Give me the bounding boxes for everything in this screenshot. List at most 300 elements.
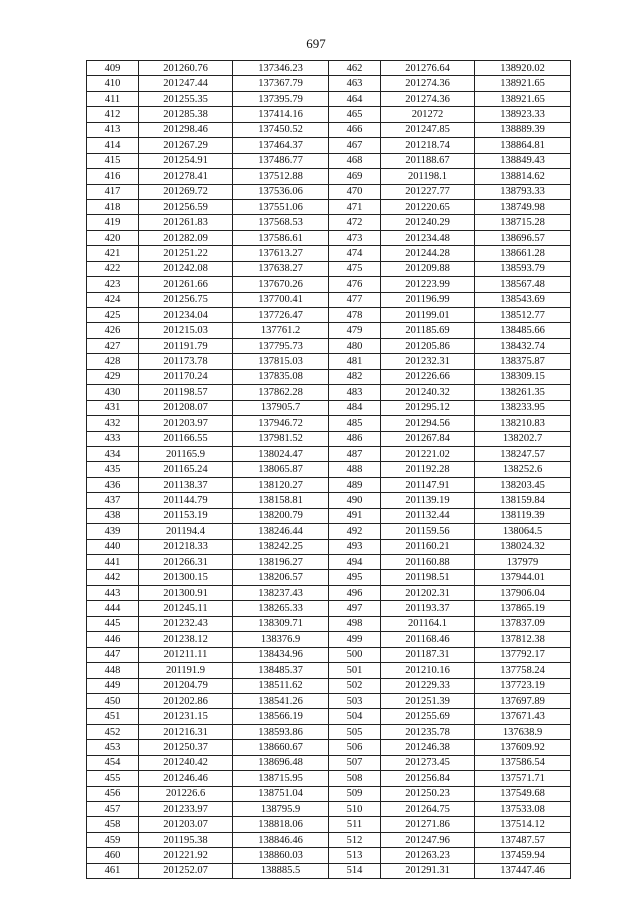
cell-point-id-left: 456: [87, 786, 139, 801]
table-row: [87, 385, 571, 400]
cell-y-coord-left: 137946.72: [233, 416, 329, 431]
cell-x-coord-left: 201165.9: [139, 446, 233, 461]
table-row: [87, 524, 571, 539]
table-row: [87, 663, 571, 678]
cell-point-id-right: 510: [329, 802, 381, 817]
cell-x-coord-right: 201244.28: [381, 246, 475, 261]
cell-point-id-left: 414: [87, 138, 139, 153]
cell-x-coord-right: 201210.16: [381, 663, 475, 678]
table-row: [87, 771, 571, 786]
cell-point-id-left: 426: [87, 323, 139, 338]
table-row: [87, 632, 571, 647]
cell-x-coord-left: 201203.97: [139, 416, 233, 431]
cell-point-id-right: 492: [329, 524, 381, 539]
table-row: [87, 184, 571, 199]
cell-x-coord-left: 201191.79: [139, 338, 233, 353]
cell-y-coord-left: 138660.67: [233, 740, 329, 755]
table-row: [87, 555, 571, 570]
table-row: [87, 400, 571, 415]
cell-y-coord-right: 137609.92: [475, 740, 571, 755]
cell-point-id-right: 470: [329, 184, 381, 199]
cell-x-coord-left: 201267.29: [139, 138, 233, 153]
cell-point-id-left: 433: [87, 431, 139, 446]
cell-x-coord-left: 201232.43: [139, 616, 233, 631]
cell-x-coord-right: 201274.36: [381, 91, 475, 106]
cell-y-coord-left: 137670.26: [233, 277, 329, 292]
table-row: [87, 848, 571, 863]
cell-x-coord-left: 201166.55: [139, 431, 233, 446]
cell-y-coord-left: 138242.25: [233, 539, 329, 554]
cell-point-id-left: 409: [87, 61, 139, 76]
cell-point-id-right: 509: [329, 786, 381, 801]
cell-x-coord-left: 201194.4: [139, 524, 233, 539]
cell-y-coord-right: 138696.57: [475, 230, 571, 245]
table-row: [87, 416, 571, 431]
cell-x-coord-right: 201226.66: [381, 369, 475, 384]
cell-y-coord-right: 138749.98: [475, 199, 571, 214]
cell-y-coord-left: 137414.16: [233, 107, 329, 122]
cell-x-coord-right: 201160.88: [381, 555, 475, 570]
cell-x-coord-left: 201198.57: [139, 385, 233, 400]
cell-y-coord-left: 138566.19: [233, 709, 329, 724]
cell-x-coord-right: 201160.21: [381, 539, 475, 554]
cell-x-coord-right: 201229.33: [381, 678, 475, 693]
cell-y-coord-left: 138200.79: [233, 508, 329, 523]
coordinates-table-body: [87, 61, 571, 879]
table-row: [87, 369, 571, 384]
cell-y-coord-left: 137638.27: [233, 261, 329, 276]
cell-point-id-right: 493: [329, 539, 381, 554]
cell-point-id-right: 483: [329, 385, 381, 400]
cell-point-id-left: 453: [87, 740, 139, 755]
cell-point-id-left: 448: [87, 663, 139, 678]
cell-y-coord-left: 138434.96: [233, 647, 329, 662]
cell-y-coord-right: 138921.65: [475, 76, 571, 91]
cell-x-coord-right: 201247.85: [381, 122, 475, 137]
cell-y-coord-left: 137795.73: [233, 338, 329, 353]
cell-y-coord-right: 138203.45: [475, 477, 571, 492]
cell-point-id-left: 417: [87, 184, 139, 199]
cell-point-id-left: 420: [87, 230, 139, 245]
cell-point-id-left: 422: [87, 261, 139, 276]
cell-x-coord-right: 201267.84: [381, 431, 475, 446]
cell-y-coord-left: 138309.71: [233, 616, 329, 631]
cell-y-coord-right: 138543.69: [475, 292, 571, 307]
table-row: [87, 91, 571, 106]
cell-point-id-right: 482: [329, 369, 381, 384]
table-row: [87, 601, 571, 616]
cell-point-id-right: 498: [329, 616, 381, 631]
cell-x-coord-left: 201216.31: [139, 724, 233, 739]
table-row: [87, 817, 571, 832]
cell-y-coord-right: 137487.57: [475, 832, 571, 847]
cell-y-coord-right: 137979: [475, 555, 571, 570]
cell-y-coord-right: 137837.09: [475, 616, 571, 631]
cell-y-coord-left: 138846.46: [233, 832, 329, 847]
cell-y-coord-right: 138309.15: [475, 369, 571, 384]
cell-point-id-left: 454: [87, 755, 139, 770]
table-row: [87, 338, 571, 353]
cell-point-id-left: 455: [87, 771, 139, 786]
cell-x-coord-left: 201261.66: [139, 277, 233, 292]
cell-point-id-right: 465: [329, 107, 381, 122]
cell-x-coord-left: 201256.59: [139, 199, 233, 214]
cell-point-id-left: 423: [87, 277, 139, 292]
cell-x-coord-left: 201246.46: [139, 771, 233, 786]
table-row: [87, 832, 571, 847]
cell-x-coord-right: 201294.56: [381, 416, 475, 431]
table-row: [87, 863, 571, 878]
cell-y-coord-right: 137758.24: [475, 663, 571, 678]
cell-x-coord-left: 201215.03: [139, 323, 233, 338]
cell-y-coord-right: 138064.5: [475, 524, 571, 539]
cell-x-coord-right: 201147.91: [381, 477, 475, 492]
cell-x-coord-left: 201282.09: [139, 230, 233, 245]
cell-point-id-right: 478: [329, 308, 381, 323]
cell-x-coord-right: 201251.39: [381, 693, 475, 708]
cell-point-id-left: 421: [87, 246, 139, 261]
cell-x-coord-left: 201204.79: [139, 678, 233, 693]
cell-point-id-right: 481: [329, 354, 381, 369]
cell-point-id-left: 458: [87, 817, 139, 832]
cell-point-id-left: 461: [87, 863, 139, 878]
cell-y-coord-right: 137944.01: [475, 570, 571, 585]
cell-x-coord-right: 201250.23: [381, 786, 475, 801]
cell-point-id-right: 504: [329, 709, 381, 724]
table-row: [87, 570, 571, 585]
cell-point-id-left: 446: [87, 632, 139, 647]
cell-x-coord-right: 201247.96: [381, 832, 475, 847]
cell-y-coord-right: 138512.77: [475, 308, 571, 323]
cell-y-coord-left: 138206.57: [233, 570, 329, 585]
cell-x-coord-right: 201232.31: [381, 354, 475, 369]
table-row: [87, 308, 571, 323]
cell-x-coord-right: 201198.51: [381, 570, 475, 585]
cell-x-coord-left: 201208.07: [139, 400, 233, 415]
cell-y-coord-right: 138814.62: [475, 169, 571, 184]
cell-y-coord-left: 137568.53: [233, 215, 329, 230]
cell-y-coord-right: 138202.7: [475, 431, 571, 446]
cell-y-coord-right: 138159.84: [475, 493, 571, 508]
cell-x-coord-left: 201260.76: [139, 61, 233, 76]
cell-point-id-right: 499: [329, 632, 381, 647]
cell-x-coord-left: 201266.31: [139, 555, 233, 570]
table-row: [87, 354, 571, 369]
cell-y-coord-left: 137726.47: [233, 308, 329, 323]
cell-point-id-right: 469: [329, 169, 381, 184]
cell-y-coord-right: 138119.39: [475, 508, 571, 523]
cell-point-id-left: 438: [87, 508, 139, 523]
cell-y-coord-left: 137346.23: [233, 61, 329, 76]
cell-point-id-left: 431: [87, 400, 139, 415]
cell-y-coord-right: 137671.43: [475, 709, 571, 724]
cell-x-coord-left: 201238.12: [139, 632, 233, 647]
cell-point-id-right: 514: [329, 863, 381, 878]
cell-point-id-left: 435: [87, 462, 139, 477]
table-row: [87, 107, 571, 122]
cell-x-coord-left: 201245.11: [139, 601, 233, 616]
cell-y-coord-right: 137549.68: [475, 786, 571, 801]
cell-point-id-right: 479: [329, 323, 381, 338]
cell-point-id-right: 473: [329, 230, 381, 245]
cell-x-coord-left: 201251.22: [139, 246, 233, 261]
cell-y-coord-right: 138024.32: [475, 539, 571, 554]
cell-y-coord-right: 137812.38: [475, 632, 571, 647]
cell-x-coord-right: 201240.32: [381, 385, 475, 400]
cell-x-coord-left: 201195.38: [139, 832, 233, 847]
cell-y-coord-left: 137486.77: [233, 153, 329, 168]
cell-point-id-right: 508: [329, 771, 381, 786]
cell-x-coord-left: 201255.35: [139, 91, 233, 106]
cell-y-coord-left: 137367.79: [233, 76, 329, 91]
cell-y-coord-left: 137862.28: [233, 385, 329, 400]
cell-y-coord-left: 137464.37: [233, 138, 329, 153]
cell-point-id-left: 430: [87, 385, 139, 400]
cell-point-id-left: 413: [87, 122, 139, 137]
cell-point-id-left: 415: [87, 153, 139, 168]
cell-point-id-right: 464: [329, 91, 381, 106]
cell-y-coord-right: 138921.65: [475, 91, 571, 106]
cell-point-id-right: 485: [329, 416, 381, 431]
cell-point-id-left: 439: [87, 524, 139, 539]
cell-x-coord-right: 201164.1: [381, 616, 475, 631]
cell-x-coord-left: 201242.08: [139, 261, 233, 276]
cell-x-coord-left: 201285.38: [139, 107, 233, 122]
cell-point-id-right: 472: [329, 215, 381, 230]
cell-point-id-right: 480: [329, 338, 381, 353]
cell-y-coord-left: 138024.47: [233, 446, 329, 461]
cell-x-coord-right: 201264.75: [381, 802, 475, 817]
cell-y-coord-right: 137447.46: [475, 863, 571, 878]
cell-y-coord-right: 138432.74: [475, 338, 571, 353]
cell-y-coord-right: 137571.71: [475, 771, 571, 786]
cell-point-id-right: 466: [329, 122, 381, 137]
cell-x-coord-right: 201272: [381, 107, 475, 122]
table-row: [87, 323, 571, 338]
cell-point-id-right: 505: [329, 724, 381, 739]
cell-x-coord-left: 201170.24: [139, 369, 233, 384]
table-row: [87, 76, 571, 91]
cell-x-coord-right: 201295.12: [381, 400, 475, 415]
cell-y-coord-left: 137981.52: [233, 431, 329, 446]
cell-point-id-right: 497: [329, 601, 381, 616]
cell-x-coord-left: 201211.11: [139, 647, 233, 662]
cell-y-coord-left: 138511.62: [233, 678, 329, 693]
cell-point-id-right: 484: [329, 400, 381, 415]
cell-y-coord-right: 138252.6: [475, 462, 571, 477]
cell-point-id-left: 457: [87, 802, 139, 817]
table-row: [87, 446, 571, 461]
cell-x-coord-left: 201226.6: [139, 786, 233, 801]
cell-y-coord-left: 138485.37: [233, 663, 329, 678]
cell-point-id-right: 488: [329, 462, 381, 477]
cell-y-coord-left: 138376.9: [233, 632, 329, 647]
cell-y-coord-left: 137586.61: [233, 230, 329, 245]
cell-x-coord-right: 201132.44: [381, 508, 475, 523]
cell-x-coord-right: 201256.84: [381, 771, 475, 786]
table-row: [87, 122, 571, 137]
cell-point-id-left: 434: [87, 446, 139, 461]
cell-point-id-right: 474: [329, 246, 381, 261]
table-row: [87, 724, 571, 739]
cell-point-id-left: 410: [87, 76, 139, 91]
table-row: [87, 431, 571, 446]
cell-point-id-left: 445: [87, 616, 139, 631]
cell-point-id-right: 475: [329, 261, 381, 276]
cell-y-coord-right: 138210.83: [475, 416, 571, 431]
cell-y-coord-right: 138920.02: [475, 61, 571, 76]
cell-point-id-left: 412: [87, 107, 139, 122]
cell-x-coord-left: 201300.15: [139, 570, 233, 585]
table-row: [87, 802, 571, 817]
cell-point-id-left: 416: [87, 169, 139, 184]
cell-y-coord-right: 138485.66: [475, 323, 571, 338]
cell-x-coord-right: 201246.38: [381, 740, 475, 755]
cell-y-coord-left: 137815.03: [233, 354, 329, 369]
cell-y-coord-right: 138849.43: [475, 153, 571, 168]
cell-x-coord-left: 201234.04: [139, 308, 233, 323]
cell-x-coord-left: 201298.46: [139, 122, 233, 137]
cell-y-coord-left: 137536.06: [233, 184, 329, 199]
cell-point-id-left: 460: [87, 848, 139, 863]
cell-y-coord-left: 137450.52: [233, 122, 329, 137]
cell-point-id-left: 452: [87, 724, 139, 739]
table-row: [87, 647, 571, 662]
cell-point-id-left: 451: [87, 709, 139, 724]
cell-point-id-right: 496: [329, 585, 381, 600]
coordinates-table: [86, 60, 571, 879]
cell-point-id-right: 476: [329, 277, 381, 292]
cell-point-id-right: 495: [329, 570, 381, 585]
cell-x-coord-left: 201254.91: [139, 153, 233, 168]
cell-y-coord-left: 138265.33: [233, 601, 329, 616]
table-row: [87, 199, 571, 214]
cell-point-id-left: 436: [87, 477, 139, 492]
cell-x-coord-left: 201153.19: [139, 508, 233, 523]
cell-y-coord-right: 138233.95: [475, 400, 571, 415]
cell-point-id-right: 506: [329, 740, 381, 755]
cell-y-coord-right: 138793.33: [475, 184, 571, 199]
cell-point-id-left: 411: [87, 91, 139, 106]
cell-y-coord-left: 138246.44: [233, 524, 329, 539]
cell-y-coord-left: 138158.81: [233, 493, 329, 508]
cell-point-id-left: 450: [87, 693, 139, 708]
table-row: [87, 678, 571, 693]
cell-y-coord-left: 138696.48: [233, 755, 329, 770]
table-row: [87, 493, 571, 508]
cell-x-coord-left: 201278.41: [139, 169, 233, 184]
cell-y-coord-left: 138715.95: [233, 771, 329, 786]
table-row: [87, 786, 571, 801]
cell-y-coord-left: 138196.27: [233, 555, 329, 570]
cell-y-coord-right: 138864.81: [475, 138, 571, 153]
table-row: [87, 477, 571, 492]
cell-y-coord-right: 138715.28: [475, 215, 571, 230]
table-row: [87, 755, 571, 770]
table-row: [87, 246, 571, 261]
cell-y-coord-left: 138065.87: [233, 462, 329, 477]
cell-y-coord-left: 137835.08: [233, 369, 329, 384]
cell-y-coord-left: 138860.03: [233, 848, 329, 863]
cell-y-coord-right: 137697.89: [475, 693, 571, 708]
table-row: [87, 153, 571, 168]
cell-y-coord-right: 138923.33: [475, 107, 571, 122]
cell-y-coord-right: 138375.87: [475, 354, 571, 369]
cell-x-coord-right: 201240.29: [381, 215, 475, 230]
cell-x-coord-left: 201218.33: [139, 539, 233, 554]
cell-x-coord-right: 201291.31: [381, 863, 475, 878]
cell-x-coord-right: 201187.31: [381, 647, 475, 662]
cell-x-coord-right: 201168.46: [381, 632, 475, 647]
cell-point-id-left: 418: [87, 199, 139, 214]
table-row: [87, 292, 571, 307]
cell-x-coord-left: 201269.72: [139, 184, 233, 199]
table-row: [87, 462, 571, 477]
cell-y-coord-left: 138818.06: [233, 817, 329, 832]
cell-y-coord-right: 138247.57: [475, 446, 571, 461]
cell-x-coord-right: 201255.69: [381, 709, 475, 724]
cell-point-id-right: 463: [329, 76, 381, 91]
cell-x-coord-left: 201231.15: [139, 709, 233, 724]
cell-point-id-right: 490: [329, 493, 381, 508]
cell-point-id-right: 486: [329, 431, 381, 446]
cell-y-coord-right: 138593.79: [475, 261, 571, 276]
cell-point-id-right: 477: [329, 292, 381, 307]
cell-x-coord-right: 201271.86: [381, 817, 475, 832]
table-row: [87, 740, 571, 755]
cell-x-coord-left: 201240.42: [139, 755, 233, 770]
cell-x-coord-right: 201199.01: [381, 308, 475, 323]
cell-x-coord-right: 201273.45: [381, 755, 475, 770]
cell-x-coord-right: 201235.78: [381, 724, 475, 739]
cell-point-id-left: 429: [87, 369, 139, 384]
cell-point-id-right: 513: [329, 848, 381, 863]
cell-point-id-right: 471: [329, 199, 381, 214]
cell-x-coord-right: 201205.86: [381, 338, 475, 353]
cell-x-coord-right: 201274.36: [381, 76, 475, 91]
cell-y-coord-right: 138661.28: [475, 246, 571, 261]
cell-x-coord-left: 201247.44: [139, 76, 233, 91]
cell-point-id-left: 442: [87, 570, 139, 585]
cell-x-coord-left: 201250.37: [139, 740, 233, 755]
cell-point-id-right: 501: [329, 663, 381, 678]
cell-x-coord-left: 201138.37: [139, 477, 233, 492]
table-row: [87, 61, 571, 76]
cell-point-id-left: 440: [87, 539, 139, 554]
cell-x-coord-left: 201256.75: [139, 292, 233, 307]
cell-x-coord-left: 201191.9: [139, 663, 233, 678]
cell-y-coord-right: 137792.17: [475, 647, 571, 662]
cell-point-id-right: 491: [329, 508, 381, 523]
cell-point-id-left: 447: [87, 647, 139, 662]
cell-y-coord-left: 137905.7: [233, 400, 329, 415]
cell-point-id-right: 503: [329, 693, 381, 708]
cell-x-coord-right: 201185.69: [381, 323, 475, 338]
cell-point-id-left: 424: [87, 292, 139, 307]
cell-point-id-right: 500: [329, 647, 381, 662]
cell-y-coord-right: 138261.35: [475, 385, 571, 400]
cell-y-coord-left: 137512.88: [233, 169, 329, 184]
cell-y-coord-left: 137551.06: [233, 199, 329, 214]
cell-y-coord-right: 137865.19: [475, 601, 571, 616]
cell-y-coord-left: 138795.9: [233, 802, 329, 817]
cell-x-coord-left: 201221.92: [139, 848, 233, 863]
table-row: [87, 616, 571, 631]
cell-point-id-left: 427: [87, 338, 139, 353]
table-row: [87, 169, 571, 184]
cell-x-coord-right: 201188.67: [381, 153, 475, 168]
cell-y-coord-right: 137638.9: [475, 724, 571, 739]
